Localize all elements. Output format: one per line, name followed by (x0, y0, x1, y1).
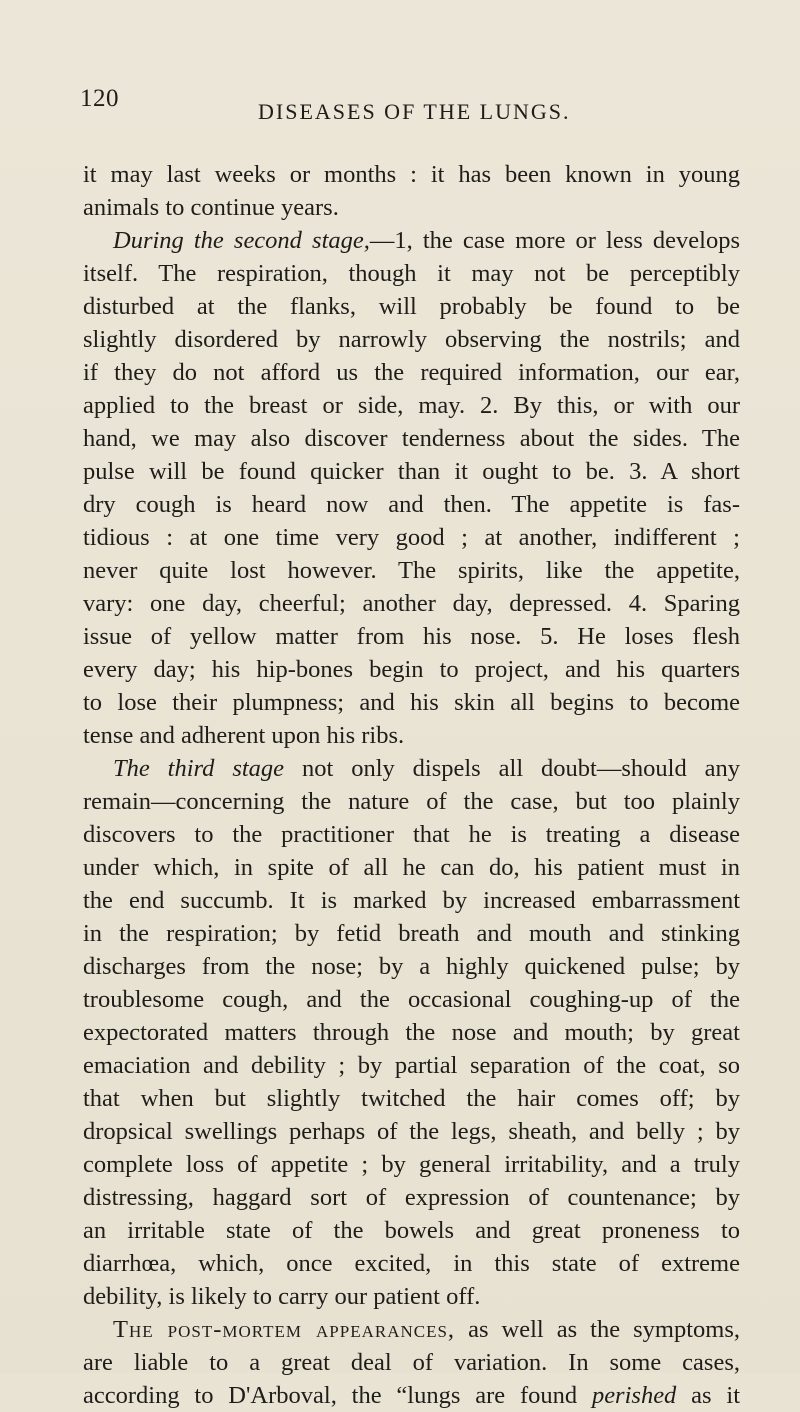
line-text: expectorated matters through the nose and mouth; by great (83, 1019, 740, 1046)
line-text: tense and adherent upon his ribs. (83, 722, 405, 749)
text-line (83, 983, 740, 1016)
text-line (83, 488, 740, 521)
text-line (83, 719, 740, 752)
line-text: hand, we may also discover tenderness about the sides. The (83, 425, 740, 452)
italic-text: During the second stage, (113, 227, 370, 254)
text-line (83, 620, 740, 653)
text-line (83, 1148, 740, 1181)
line-text: tidious : at one time very good ; at another, indifferent ; (83, 524, 740, 551)
text-line (83, 455, 740, 488)
line-text: dropsical swellings perhaps of the legs, sheath, and belly ; by (83, 1118, 740, 1145)
line-text: discovers to the practitioner that he is treating a disease (83, 821, 740, 848)
line-text: complete loss of appetite ; by general irritability, and a truly (83, 1151, 740, 1178)
line-text: discharges from the nose; by a highly quickened pulse; by (83, 953, 740, 980)
text-line (83, 917, 740, 950)
text-line (83, 1016, 740, 1049)
line-text: emaciation and debility ; by partial separation of the coat, so (83, 1052, 740, 1079)
text-line (83, 158, 740, 191)
italic-text: The third stage (113, 755, 285, 782)
line-text: remain—concerning the nature of the case, but too plainly (83, 788, 740, 815)
text-line (83, 356, 740, 389)
line-text: in the respiration; by fetid breath and mouth and stinking (83, 920, 740, 947)
text-line (83, 587, 740, 620)
running-head (0, 85, 800, 125)
text-line (83, 1313, 740, 1346)
text-line (83, 884, 740, 917)
small-caps-text: The post-mortem appearances, (113, 1316, 456, 1343)
line-text: the end succumb. It is marked by increased embarrassment (83, 887, 740, 914)
text-line (83, 950, 740, 983)
line-text: slightly disordered by narrowly observing the nostrils; and (83, 326, 740, 353)
text-line (83, 290, 740, 323)
page-number: 120 (80, 85, 119, 112)
text-line (83, 191, 740, 224)
line-text: it may last weeks or months : it has been known in young (83, 161, 740, 188)
line-text: —1, the case more or less develops (369, 227, 740, 254)
line-text: never quite lost however. The spirits, like the appetite, (83, 557, 740, 584)
line-text: disturbed at the flanks, will probably be found to be (83, 293, 740, 320)
text-line (83, 653, 740, 686)
line-text: animals to continue years. (83, 194, 339, 221)
line-text: not only dispels all doubt—should any (284, 755, 740, 782)
italic-text: perished (591, 1382, 677, 1409)
line-text: vary: one day, cheerful; another day, depressed. 4. Sparing (83, 590, 740, 617)
text-line (83, 1049, 740, 1082)
text-line (83, 1181, 740, 1214)
line-text: debility, is likely to carry our patient off. (83, 1283, 481, 1310)
text-line (83, 554, 740, 587)
text-line (83, 1214, 740, 1247)
line-text: as it (676, 1382, 740, 1409)
line-text: that when but slightly twitched the hair comes off; by (83, 1085, 740, 1112)
line-text: distressing, haggard sort of expression of countenance; by (83, 1184, 740, 1211)
running-title: DISEASES OF THE LUNGS. (258, 99, 571, 124)
line-text: according to D'Arboval, the “lungs are found (83, 1382, 592, 1409)
text-line (83, 1115, 740, 1148)
text-line (83, 1247, 740, 1280)
line-text: every day; his hip-bones begin to project, and his quarters (83, 656, 740, 683)
text-line (83, 257, 740, 290)
line-text: dry cough is heard now and then. The appetite is fas- (83, 491, 740, 518)
text-line (83, 422, 740, 455)
line-text: itself. The respiration, though it may not be perceptibly (83, 260, 740, 287)
line-text: if they do not afford us the required information, our ear, (83, 359, 740, 386)
text-line (83, 686, 740, 719)
line-text: issue of yellow matter from his nose. 5. He loses flesh (83, 623, 740, 650)
text-line (83, 323, 740, 356)
text-line (83, 1082, 740, 1115)
text-line (83, 521, 740, 554)
text-line (83, 818, 740, 851)
line-text: an irritable state of the bowels and great proneness to (83, 1217, 740, 1244)
line-text: diarrhœa, which, once excited, in this state of extreme (83, 1250, 740, 1277)
line-text: as well as the symptoms, (455, 1316, 740, 1343)
line-text: under which, in spite of all he can do, his patient must in (83, 854, 740, 881)
text-line (83, 1280, 740, 1313)
text-line (83, 785, 740, 818)
line-text: pulse will be found quicker than it ought to be. 3. A short (83, 458, 740, 485)
text-line (83, 224, 740, 257)
text-line (83, 752, 740, 785)
text-line (83, 851, 740, 884)
line-text: applied to the breast or side, may. 2. By this, or with our (83, 392, 740, 419)
text-line (83, 389, 740, 422)
line-text: to lose their plumpness; and his skin all begins to become (83, 689, 740, 716)
line-text: are liable to a great deal of variation. In some cases, (83, 1349, 740, 1376)
line-text: troublesome cough, and the occasional coughing-up of the (83, 986, 740, 1013)
text-line (83, 1379, 740, 1412)
body-text (83, 158, 740, 1412)
text-line (83, 1346, 740, 1379)
